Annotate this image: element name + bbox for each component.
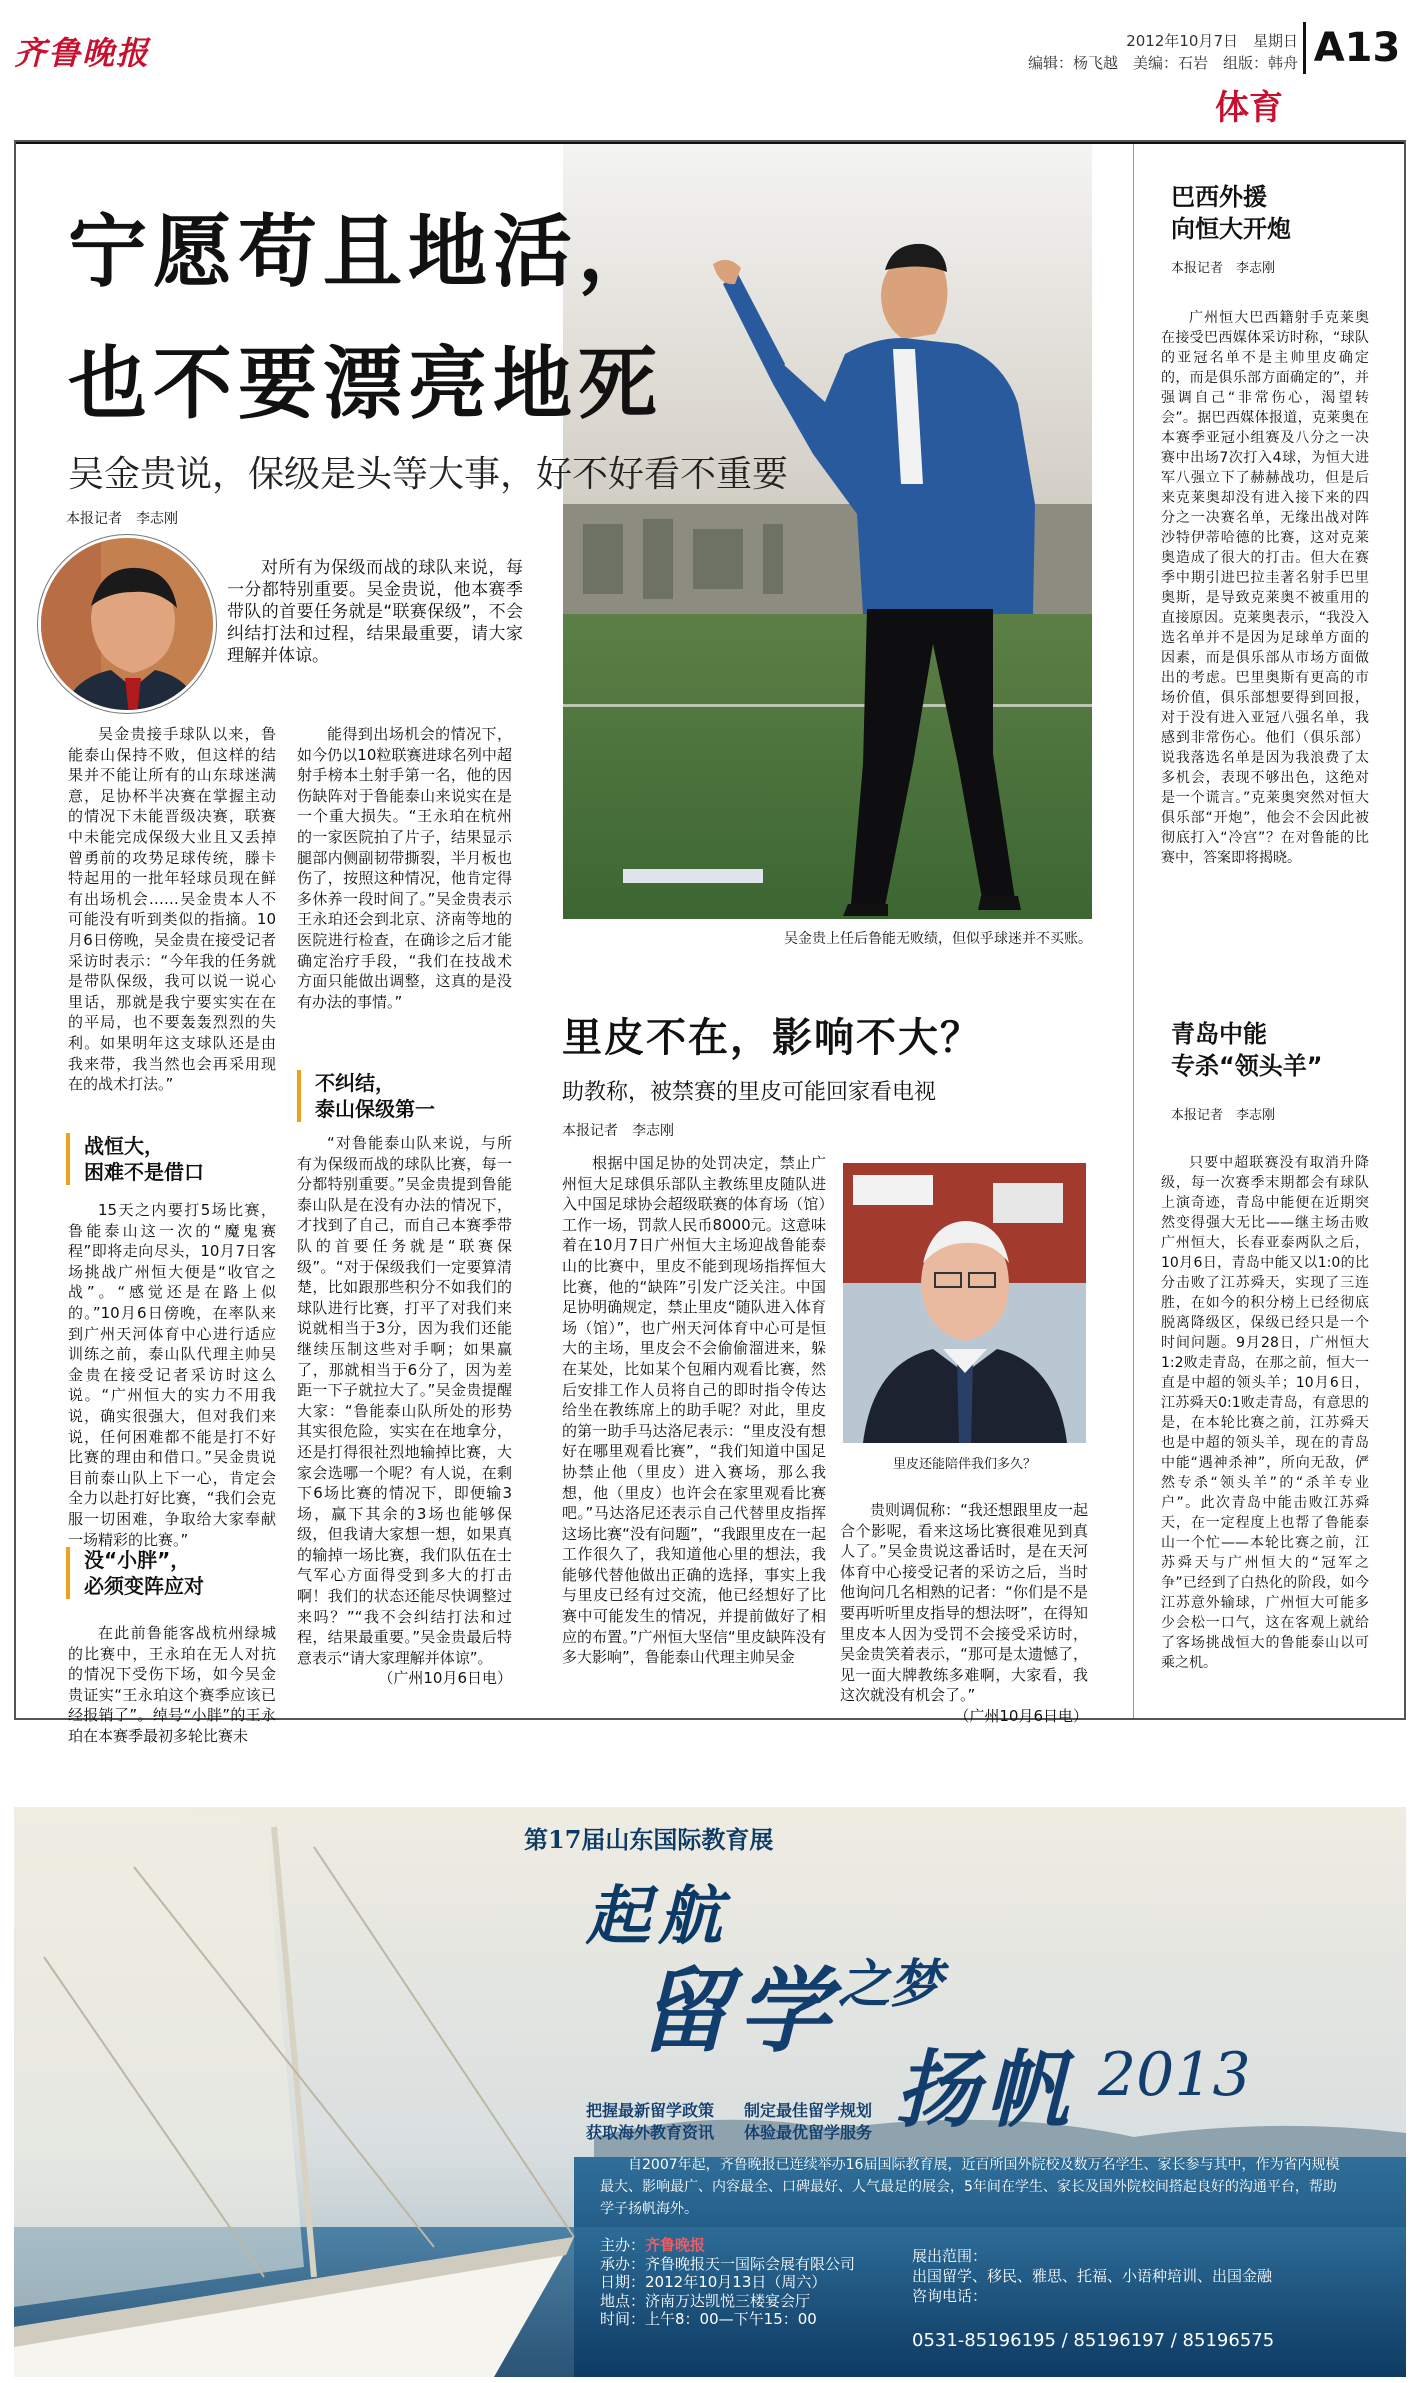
subhead-line: 困难不是借口 (84, 1160, 204, 1184)
sidebar-story2-byline: 本报记者 李志刚 (1171, 1108, 1276, 1123)
article-column-1b (68, 1200, 276, 1550)
article-column-2b (297, 1133, 512, 1689)
subhead-zhanhengda (66, 1133, 266, 1185)
scope-label: 展出范围： (912, 2247, 988, 2265)
article2-title: 里皮不在，影响不大？ (562, 1015, 982, 1061)
tagline: 把握最新留学政策 (586, 2101, 715, 2120)
ad-event-info (600, 2236, 912, 2329)
ad-scope-info (912, 2246, 1302, 2306)
tagline: 体验最优留学服务 (744, 2123, 873, 2142)
sidebar-title-line: 向恒大开炮 (1171, 215, 1291, 243)
info-label: 地点： (600, 2291, 646, 2310)
tagline: 制定最佳留学规划 (744, 2101, 873, 2120)
slogan-yangfan: 扬帆 (895, 2040, 1076, 2139)
article2-column-1 (562, 1153, 826, 1668)
section-label: 体育 (1215, 88, 1283, 128)
slogan-qihang: 起航 (586, 1879, 730, 1954)
event-time: 上午8：00—下午15：00 (645, 2310, 817, 2328)
slogan-zhimeng: 之梦 (838, 1954, 943, 2015)
body-paragraph: 吴金贵接手球队以来，鲁能泰山保持不败，但这样的结果并不能让所有的山东球迷满意，足协杯半决赛在掌握主动的情况下未能晋级决赛，联赛中未能完成保级大业且又丢掉曾勇前的攻势足球传统，滕卡特起用的一批年轻球员现在鲜有出场机会……吴金贵本人不可能没有听到类似的指摘。10月6日傍晚，吴金贵在接受记者采访时表示：“今年我的任务就是带队保级，我可以说一说心里话，那就是我宁要实实在在的平局，也不要轰轰烈烈的失利。如果明年这支球队还是由我来带，我当然也会再采用现在的战术打法。” (68, 725, 276, 1094)
byline: 本报记者 李志刚 (66, 511, 178, 527)
editors-credit: 编辑：杨飞越 美编：石岩 组版：韩舟 (1027, 54, 1298, 72)
article-column-1a (68, 724, 276, 1095)
subhead-line: 不纠结， (315, 1071, 395, 1095)
slogan-year: 2013 (1098, 2040, 1251, 2110)
page-number: A13 (1303, 22, 1408, 74)
body-paragraph: “对鲁能泰山队来说，与所有为保级而战的球队比赛，每一分都特别重要。”吴金贵提到鲁能泰山队是在没有办法的情况下，才找到了自己，而自己本赛季带队的首要任务就是“联赛保级”。“对于保级我们一定要算清楚，比如跟那些积分不如我们的球队进行比赛，打平了对我们来说就相当于3分，因为我们还能继续压制这些对手啊；如果赢了，那就相当于6分了，因为差距一下子就拉大了。”吴金贵提醒大家：“鲁能泰山队所处的形势其实很危险，实实在在地拿分，还是打得很社烈地输掉比赛，大家会选哪一个呢？有人说，在剩下6场比赛的情况下，即便输3场，赢下其余的3场也能够保级，但我请大家想一想，如果真的输掉一场比赛，我们队伍在士气军心方面得受到多大的打击啊！我们的状态还能尽快调整过来吗？”“我不会纠结打法和过程，结果最重要。”吴金贵最后特意表示“请大家理解并体谅”。 (297, 1134, 512, 1667)
organizer: 齐鲁晚报天一国际会展有限公司 (645, 2254, 856, 2273)
info-label: 主办： (600, 2236, 646, 2254)
info-label: 日期： (600, 2273, 646, 2291)
issue-date: 2012年10月7日 星期日 (1126, 32, 1298, 50)
article2-column-2 (840, 1500, 1088, 1727)
sidebar-title-line: 巴西外援 (1171, 183, 1267, 211)
expo-title: 第17届山东国际教育展 (524, 1825, 774, 1854)
sidebar-story2-title (1171, 1018, 1391, 1082)
subhead-line: 必须变阵应对 (84, 1574, 204, 1598)
body-paragraph: 15天之内要打5场比赛，鲁能泰山这一次的“魔鬼赛程”即将走向尽头，10月7日客场挑战广州恒大便是“收官之战”。“感觉还是在路上似的。”10月6日傍晚，在率队来到广州天河体育中心进行适应训练之前，泰山队代理主帅吴金贵在接受记者采访时这么说。“广州恒大的实力不用我说，确实很强大，但对我们来说，任何困难都不能是打不好比赛的理由和借口。”吴金贵说目前泰山队上下一心，肯定会全力以赴打好比赛，“我们会克服一切困难，争取给大家奉献一场精彩的比赛。” (68, 1201, 276, 1549)
body-paragraph: 根据中国足协的处罚决定，禁止广州恒大足球俱乐部队主教练里皮随队进入中国足球协会超级联赛的体育场（馆）工作一场，罚款人民币8000元。这意味着在10月7日广州恒大主场迎战鲁能泰山的比赛中，里皮不能到现场指挥恒大比赛，他的“缺阵”引发广泛关注。中国足协明确规定，禁止里皮“随队进入体育场（馆）”，也广州天河体育中心可是恒大的主场，里皮会不会偷偷溜进来，躲在某处，比如某个包厢内观看比赛，然后安排工作人员将自己的即时指令传达给坐在教练席上的助手呢？对此，里皮的第一助手马达洛尼表示：“里皮没有想好在哪里观看比赛”，“我们知道中国足协禁止他（里皮）进入赛场，那么我想，他（里皮）也许会在家里观看比赛吧。”马达洛尼还表示自己代替里皮指挥这场比赛“没有问题”，“我跟里皮在一起工作很久了，我知道他心里的想法，我能够代替他做出正确的选择，事实上我与里皮已经有过交流，他已经想好了比赛中可能发生的情况，并提前做好了相应的布置。”广州恒大坚信“里皮缺阵没有多大影响”，鲁能泰山代理主帅吴金 (562, 1154, 826, 1667)
article-column-1c (68, 1623, 276, 1747)
scope: 出国留学、移民、雅思、托福、小语种培训、出国金融 (912, 2267, 1273, 2285)
body-paragraph: 贵则调侃称：“我还想跟里皮一起合个影呢，看来这场比赛很难见到真人了。”吴金贵说这番话时，是在天河体育中心接受记者的采访之后，当时他询问几名相熟的记者：“你们是不是要再听听里皮指导的想法呀”，在得知里皮本人因为受罚不会接受采访时，吴金贵笑着表示，“那可是太遗憾了，见一面大牌教练多难啊，大家看，我这次就没有机会了。” (840, 1501, 1088, 1705)
body-paragraph: 在此前鲁能客战杭州绿城的比赛中，王永珀在无人对抗的情况下受伤下场，如今吴金贵证实“王永珀这个赛季应该已经报销了”。绰号“小胖”的王永珀在本赛季最初多轮比赛未 (68, 1624, 276, 1745)
phone-label: 咨询电话： (912, 2287, 988, 2305)
subheadline: 吴金贵说，保级是头等大事，好不好看不重要 (68, 454, 789, 495)
headline-line-1: 宁愿苟且地活， (68, 205, 663, 298)
dateline: （广州10月6日电） (954, 1706, 1088, 1725)
main-photo-caption: 吴金贵上任后鲁能无败绩，但似乎球迷并不买账。 (784, 931, 1092, 947)
slogan-liuxue: 留学 (638, 1957, 839, 2065)
subhead-line: 战恒大， (84, 1134, 164, 1158)
subhead-line: 泰山保级第一 (315, 1097, 435, 1121)
body-paragraph: 广州恒大巴西籍射手克莱奥在接受巴西媒体采访时称，“球队的亚冠名单不是主帅里皮确定的，而是俱乐部方面确定的”，并强调自己“非常伤心，渴望转会”。据巴西媒体报道，克莱奥在本赛季亚冠小组赛及八分之一决赛中出场7次打入4球，为恒大进军八强立下了赫赫战功，但是后来克莱奥却没有进入接下来的四分之一决赛名单，无缘出战对阵沙特伊蒂哈德的比赛，这对克莱奥造成了很大的打击。但大在赛季中期引进巴拉圭著名射手巴里奥斯，是导致克莱奥不被重用的直接原因。克莱奥表示，“我没入选名单并不是因为足球单方面的因素，而是俱乐部从市场方面做出的考虑。巴里奥斯有更高的市场价值，俱乐部想要得到回报，对于没有进入亚冠八强名单，我感到非常伤心。他们（俱乐部）说我落选名单是因为我浪费了太多机会，表现不够出色，这绝对是一个谎言。”克莱奥突然对恒大俱乐部“开炮”，他会不会因此被彻底打入“冷宫”？在对鲁能的比赛中，答案即将揭晓。 (1161, 310, 1369, 866)
headline-line-2: 也不要漂亮地死 (68, 337, 663, 430)
subhead-bujiujie (297, 1070, 497, 1122)
lippi-photo (843, 1163, 1086, 1443)
sidebar-story1-byline: 本报记者 李志刚 (1171, 261, 1276, 276)
sidebar-title-line: 专杀“领头羊” (1171, 1052, 1323, 1080)
body-paragraph: 只要中超联赛没有取消升降级，每一次赛季末期都会有球队上演奇迹，青岛中能便在近期突然变得强大无比——继主场击败广州恒大，长春亚泰两队之后，10月6日，青岛中能又以1:0的比分击败了江苏舜天，实现了三连胜，在如今的积分榜上已经彻底脱离降级区，保级已经只是一个时间问题。9月28日，广州恒大1:2败走青岛，在那之前，恒大一直是中超的领头羊；10月6日，江苏舜天0:1败走青岛，有意思的是，在本轮比赛之前，江苏舜天也是中超的领头羊，现在的青岛中能“遇神杀神”，所向无敌，俨然专杀“领头羊”的“杀羊专业户”。此次青岛中能击败江苏舜天，在一定程度上也帮了鲁能泰山一个忙——本轮比赛之前，江苏舜天与广州恒大的“冠军之争”已经到了白热化的阶段，如今江苏意外输球，广州恒大可能多少会松一口气，这在客观上就给了客场挑战恒大的鲁能泰山以可乘之机。 (1161, 1155, 1369, 1671)
ad-taglines (586, 2100, 1006, 2144)
venue: 济南万达凯悦三楼宴会厅 (645, 2291, 811, 2310)
article2-subtitle: 助教称，被禁赛的里皮可能回家看电视 (562, 1080, 937, 1105)
ad-intro-text: 自2007年起，齐鲁晚报已连续举办16届国际教育展，近百所国外院校及数万名学生、家长参与其中，作为省内规模最大、影响最广、内容最全、口碑最好、人气最足的展会，5年间在学生、家长及国外院校间搭起良好的沟通平台，帮助学子扬帆海外。 (600, 2157, 1340, 2217)
sidebar-story2-body (1161, 1153, 1369, 1673)
info-label: 承办： (600, 2254, 646, 2273)
lippi-photo-caption: 里皮还能陪伴我们多久？ (892, 1457, 1036, 1472)
sidebar-title-line: 青岛中能 (1171, 1020, 1267, 1048)
portrait-photo (38, 535, 216, 713)
phone-numbers: 0531-85196195 / 85196197 / 85196575 (912, 2330, 1275, 2351)
dateline: （广州10月6日电） (378, 1669, 512, 1688)
newspaper-logo: 齐鲁晚报 (14, 34, 151, 72)
info-label: 时间： (600, 2310, 646, 2328)
sidebar-divider (1133, 144, 1134, 1718)
article2-byline: 本报记者 李志刚 (562, 1123, 674, 1139)
intro-paragraph: 对所有为保级而战的球队来说，每一分都特别重要。吴金贵说，他本赛季带队的首要任务就是“联赛保级”，不会纠结打法和过程，结果最重要，请大家理解并体谅。 (227, 558, 523, 666)
article-column-2a (297, 724, 512, 1012)
event-date: 2012年10月13日（周六） (645, 2273, 827, 2291)
body-paragraph: 能得到出场机会的情况下，如今仍以10粒联赛进球名列中超射手榜本土射手第一名，他的因伤缺阵对于鲁能泰山来说实在是一个重大损失。“王永珀在杭州的一家医院拍了片子，结果显示腿部内侧副韧带撕裂，半月板也伤了，按照这种情况，他肯定得多休养一段时间了。”吴金贵表示王永珀还会到北京、济南等地的医院进行检查，在确诊之后才能确定治疗手段，“我们在技战术方面只能做出调整，这真的是没有办法的事情。” (297, 725, 512, 1011)
subhead-meipang (66, 1547, 266, 1599)
sidebar-story1-title (1171, 181, 1371, 245)
host-logo: 齐鲁晚报 (645, 2236, 706, 2254)
sidebar-story1-body (1161, 308, 1369, 868)
subhead-line: 没“小胖”， (84, 1548, 191, 1572)
tagline: 获取海外教育资讯 (586, 2123, 715, 2142)
